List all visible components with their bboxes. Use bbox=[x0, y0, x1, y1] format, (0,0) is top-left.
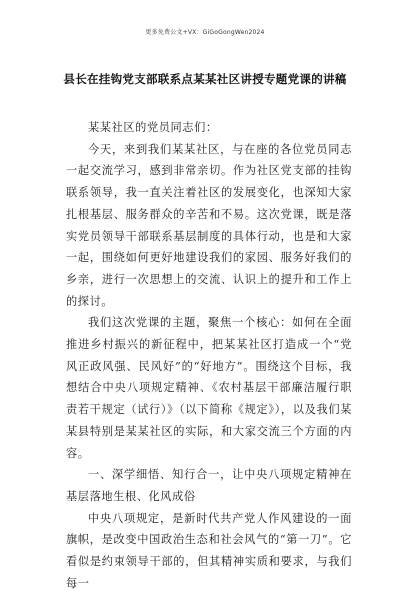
salutation: 某某社区的党员同志们： bbox=[88, 121, 218, 134]
document-body bbox=[66, 117, 352, 594]
paragraph-intro: 今天，来到我们某某社区，与在座的各位党员同志一起交流学习，感到非常亲切。作为社区党支部的挂钩联系领导，我一直关注着社区的发展变化，也深知大家扎根基层、服务群众的辛苦和不易。这次党课，既是落实党员领导干部联系基层制度的具体行动，也是和大家一起，围绕如何更好地建设我们的家园、服务好我们的乡亲，进行一次思想上的交流、认识上的提升和工作上的探讨。 bbox=[66, 142, 352, 308]
document-title: 县长在挂钩党支部联系点某某社区讲授专题党课的讲稿 bbox=[63, 72, 347, 86]
section-heading-1: 一、深学细悟、知行合一，让中央八项规定精神在基层落地生根、化风成俗 bbox=[66, 468, 352, 503]
header-note: 更多免费公文+VX：GiGoGongWen2024 bbox=[145, 29, 265, 36]
paragraph-section-1: 中央八项规定，是新时代共产党人作风建设的一面旗帜，是改变中国政治生态和社会风气的“第一刀”。它看似是约束领导干部的，但其精神实质和要求，与我们每一 bbox=[66, 511, 352, 590]
paragraph-theme: 我们这次党课的主题，聚焦一个核心：如何在全面推进乡村振兴的新征程中，把某某社区打造成一个“党风正政风强、民风好”的“好地方”。围绕这个目标，我想结合中央八项规定精神、《农村基层干部廉洁履行职责若干规定（试行）》（以下简称《规定》），以及我们某某县特别是某某社区的实际，和大家交流三个方面的内容。 bbox=[66, 316, 352, 460]
